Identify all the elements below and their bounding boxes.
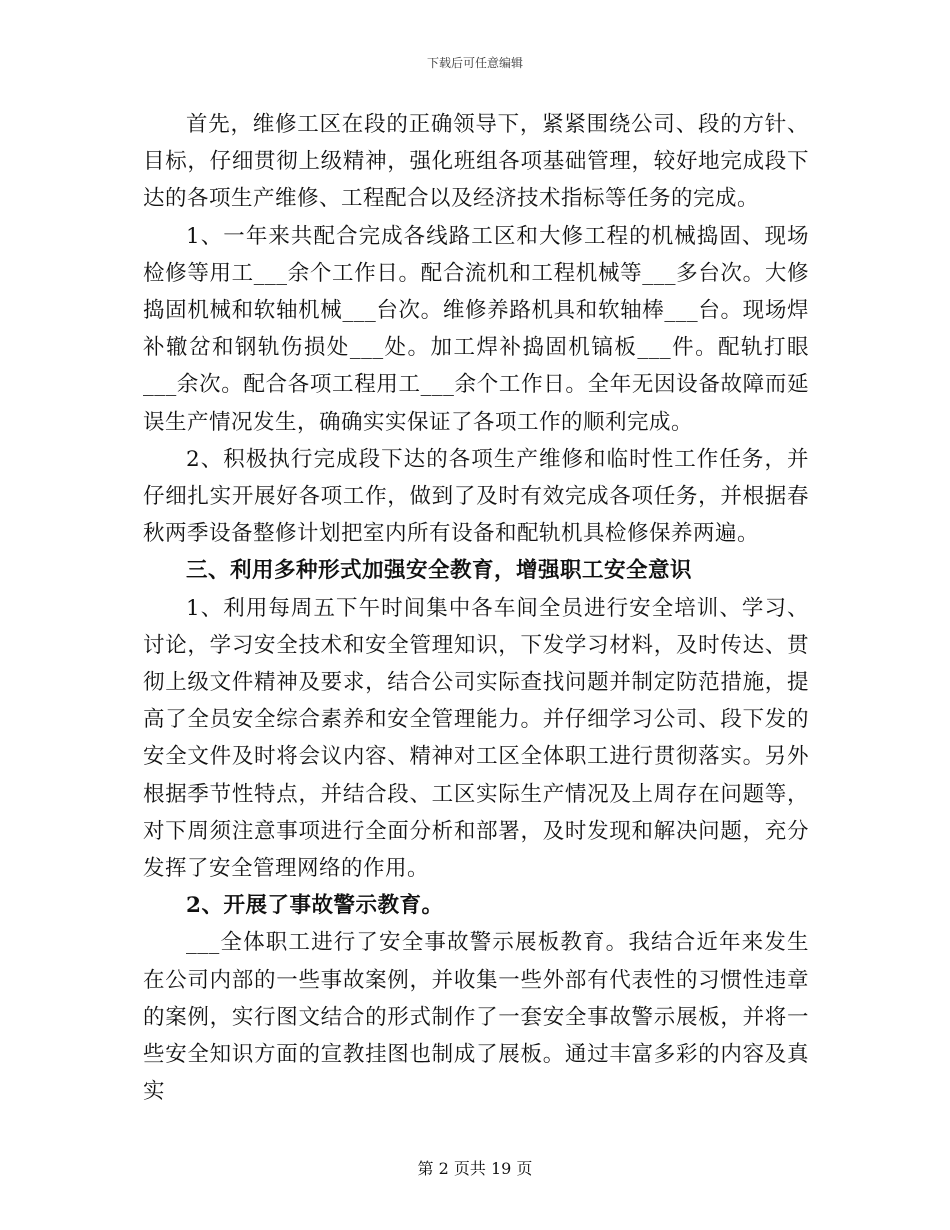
paragraph-safety-training: 1、利用每周五下午时间集中各车间全员进行安全培训、学习、讨论，学习安全技术和安全管理知识，下发学习材料，及时传达、贯彻上级文件精神及要求，结合公司实际查找问题并制定防范措施，提高了全员安全综合素养和安全管理能力。并仔细学习公司、段下发的安全文件及时将会议内容、精神对工区全体职工进行贯彻落实。另外根据季节性特点，并结合段、工区实际生产情况及上周存在问题等，对下周须注意事项进行全面分析和部署，及时发现和解决问题，充分发挥了安全管理网络的作用。 xyxy=(143,595,809,882)
page-header-note: 下载后可任意编辑 xyxy=(426,56,523,70)
paragraph-intro: 首先，维修工区在段的正确领导下，紧紧围绕公司、段的方针、目标，仔细贯彻上级精神，强化班组各项基础管理，较好地完成段下达的各项生产维修、工程配合以及经济技术指标等任务的完成。 xyxy=(143,112,809,212)
paragraph-warning-boards: ___全体职工进行了安全事故警示展板教育。我结合近年来发生在公司内部的一些事故案例，并收集一些外部有代表性的习惯性违章的案例，实行图文结合的形式制作了一套安全事故警示展板，并将一些安全知识方面的宣教挂图也制成了展板。通过丰富多彩的内容及真实 xyxy=(143,930,809,1105)
subheading-accident-warning: 2、开展了事故警示教育。 xyxy=(186,893,444,919)
section-heading-3: 三、利用多种形式加强安全教育，增强职工安全意识 xyxy=(186,558,693,584)
document-body xyxy=(143,106,809,1110)
paragraph-item-2: 2、积极执行完成段下达的各项生产维修和临时性工作任务，并仔细扎实开展好各项工作，做到了及时有效完成各项任务，并根据春秋两季设备整修计划把室内所有设备和配轨机具检修保养两遍。 xyxy=(143,446,809,547)
paragraph-item-1: 1、一年来共配合完成各线路工区和大修工程的机械捣固、现场检修等用工___余个工作日。配合流机和工程机械等___多台次。大修捣固机械和软轴机械___台次。维修养路机具和软轴棒___台。现场焊补辙岔和钢轨伤损处___处。加工焊补捣固机镐板___件。配轨打眼___余次。配合各项工程用工___余个工作日。全年无因设备故障而延误生产情况发生，确确实实保证了各项工作的顺利完成。 xyxy=(143,223,809,435)
page-number-footer: 第 2 页共 19 页 xyxy=(417,1159,533,1178)
